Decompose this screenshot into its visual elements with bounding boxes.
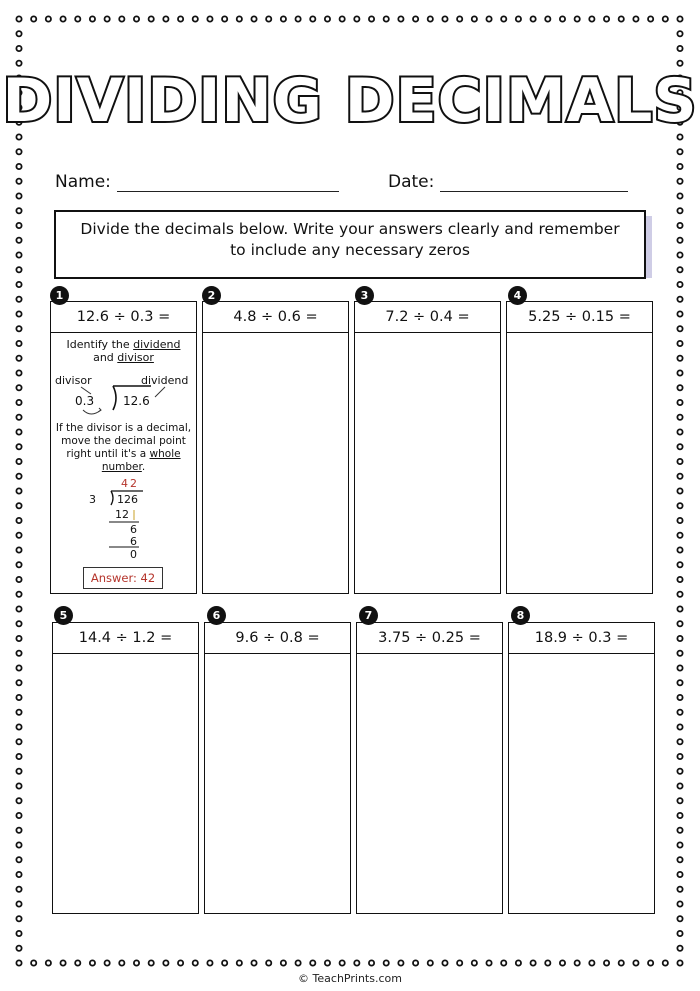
problem-question-4: 5.25 ÷ 0.15 = (507, 302, 652, 333)
divisor-value: 0.3 (75, 394, 95, 408)
rule-line-2: move the decimal point (61, 435, 186, 447)
example-answer: Answer: 42 (83, 567, 163, 589)
problem-panel-4[interactable] (506, 301, 653, 594)
footer-copyright: © TeachPrints.com (298, 972, 402, 985)
problem-question-1: 12.6 ÷ 0.3 = (51, 302, 196, 333)
problem-number-1: 1 (50, 286, 69, 305)
problem-number-8: 8 (511, 606, 530, 625)
date-label: Date: (388, 172, 435, 192)
problem-question-2: 4.8 ÷ 0.6 = (203, 302, 348, 333)
and-word: and (93, 351, 114, 364)
page-title: DIVIDING DECIMALS (2, 66, 698, 136)
problem-question-7: 3.75 ÷ 0.25 = (357, 623, 502, 654)
problem-panel-8[interactable] (508, 622, 655, 914)
instructions-box (54, 210, 646, 279)
dividend-word: dividend (133, 338, 181, 351)
example-rule: If the divisor is a decimal, move the decimal point right until it's a whole number. (55, 422, 192, 473)
problem-question-5: 14.4 ÷ 1.2 = (53, 623, 198, 654)
problem-panel-7[interactable] (356, 622, 503, 914)
step-2: 6 (130, 523, 137, 536)
problem-panel-6[interactable] (204, 622, 351, 914)
problem-number-6: 6 (207, 606, 226, 625)
problem-panel-1 (50, 301, 197, 594)
whole-word: whole (149, 448, 181, 460)
number-word: number (101, 461, 142, 473)
date-line[interactable] (440, 173, 628, 192)
name-label: Name: (55, 172, 111, 192)
example-identify (51, 338, 196, 364)
new-dividend: 126 (117, 493, 138, 506)
step-3: 6 (130, 535, 137, 548)
name-field[interactable] (55, 172, 339, 192)
problem-number-7: 7 (359, 606, 378, 625)
dividend-value: 12.6 (123, 394, 150, 408)
problem-number-3: 3 (355, 286, 374, 305)
problem-number-2: 2 (202, 286, 221, 305)
problem-number-4: 4 (508, 286, 527, 305)
rule-line-3: right until it's a (66, 448, 147, 460)
problem-question-6: 9.6 ÷ 0.8 = (205, 623, 350, 654)
dividend-label: dividend (141, 374, 189, 387)
problem-number-5: 5 (54, 606, 73, 625)
instructions-line-2: to include any necessary zeros (230, 241, 470, 259)
quotient: 42 (121, 477, 139, 490)
new-divisor: 3 (89, 493, 96, 506)
date-field[interactable] (388, 172, 628, 192)
divisor-word: divisor (117, 351, 154, 364)
instructions-line-1: Divide the decimals below. Write your answers clearly and remember (80, 220, 620, 238)
step-1: 12 (115, 508, 129, 521)
problem-question-8: 18.9 ÷ 0.3 = (509, 623, 654, 654)
rule-line-1: If the divisor is a decimal, (55, 422, 192, 434)
name-line[interactable] (117, 173, 339, 192)
problem-question-3: 7.2 ÷ 0.4 = (355, 302, 500, 333)
divisor-label: divisor (55, 374, 92, 387)
remainder: 0 (130, 548, 137, 561)
identify-text: Identify the (66, 338, 130, 351)
problem-panel-5[interactable] (52, 622, 199, 914)
problem-panel-3[interactable] (354, 301, 501, 594)
problem-panel-2[interactable] (202, 301, 349, 594)
